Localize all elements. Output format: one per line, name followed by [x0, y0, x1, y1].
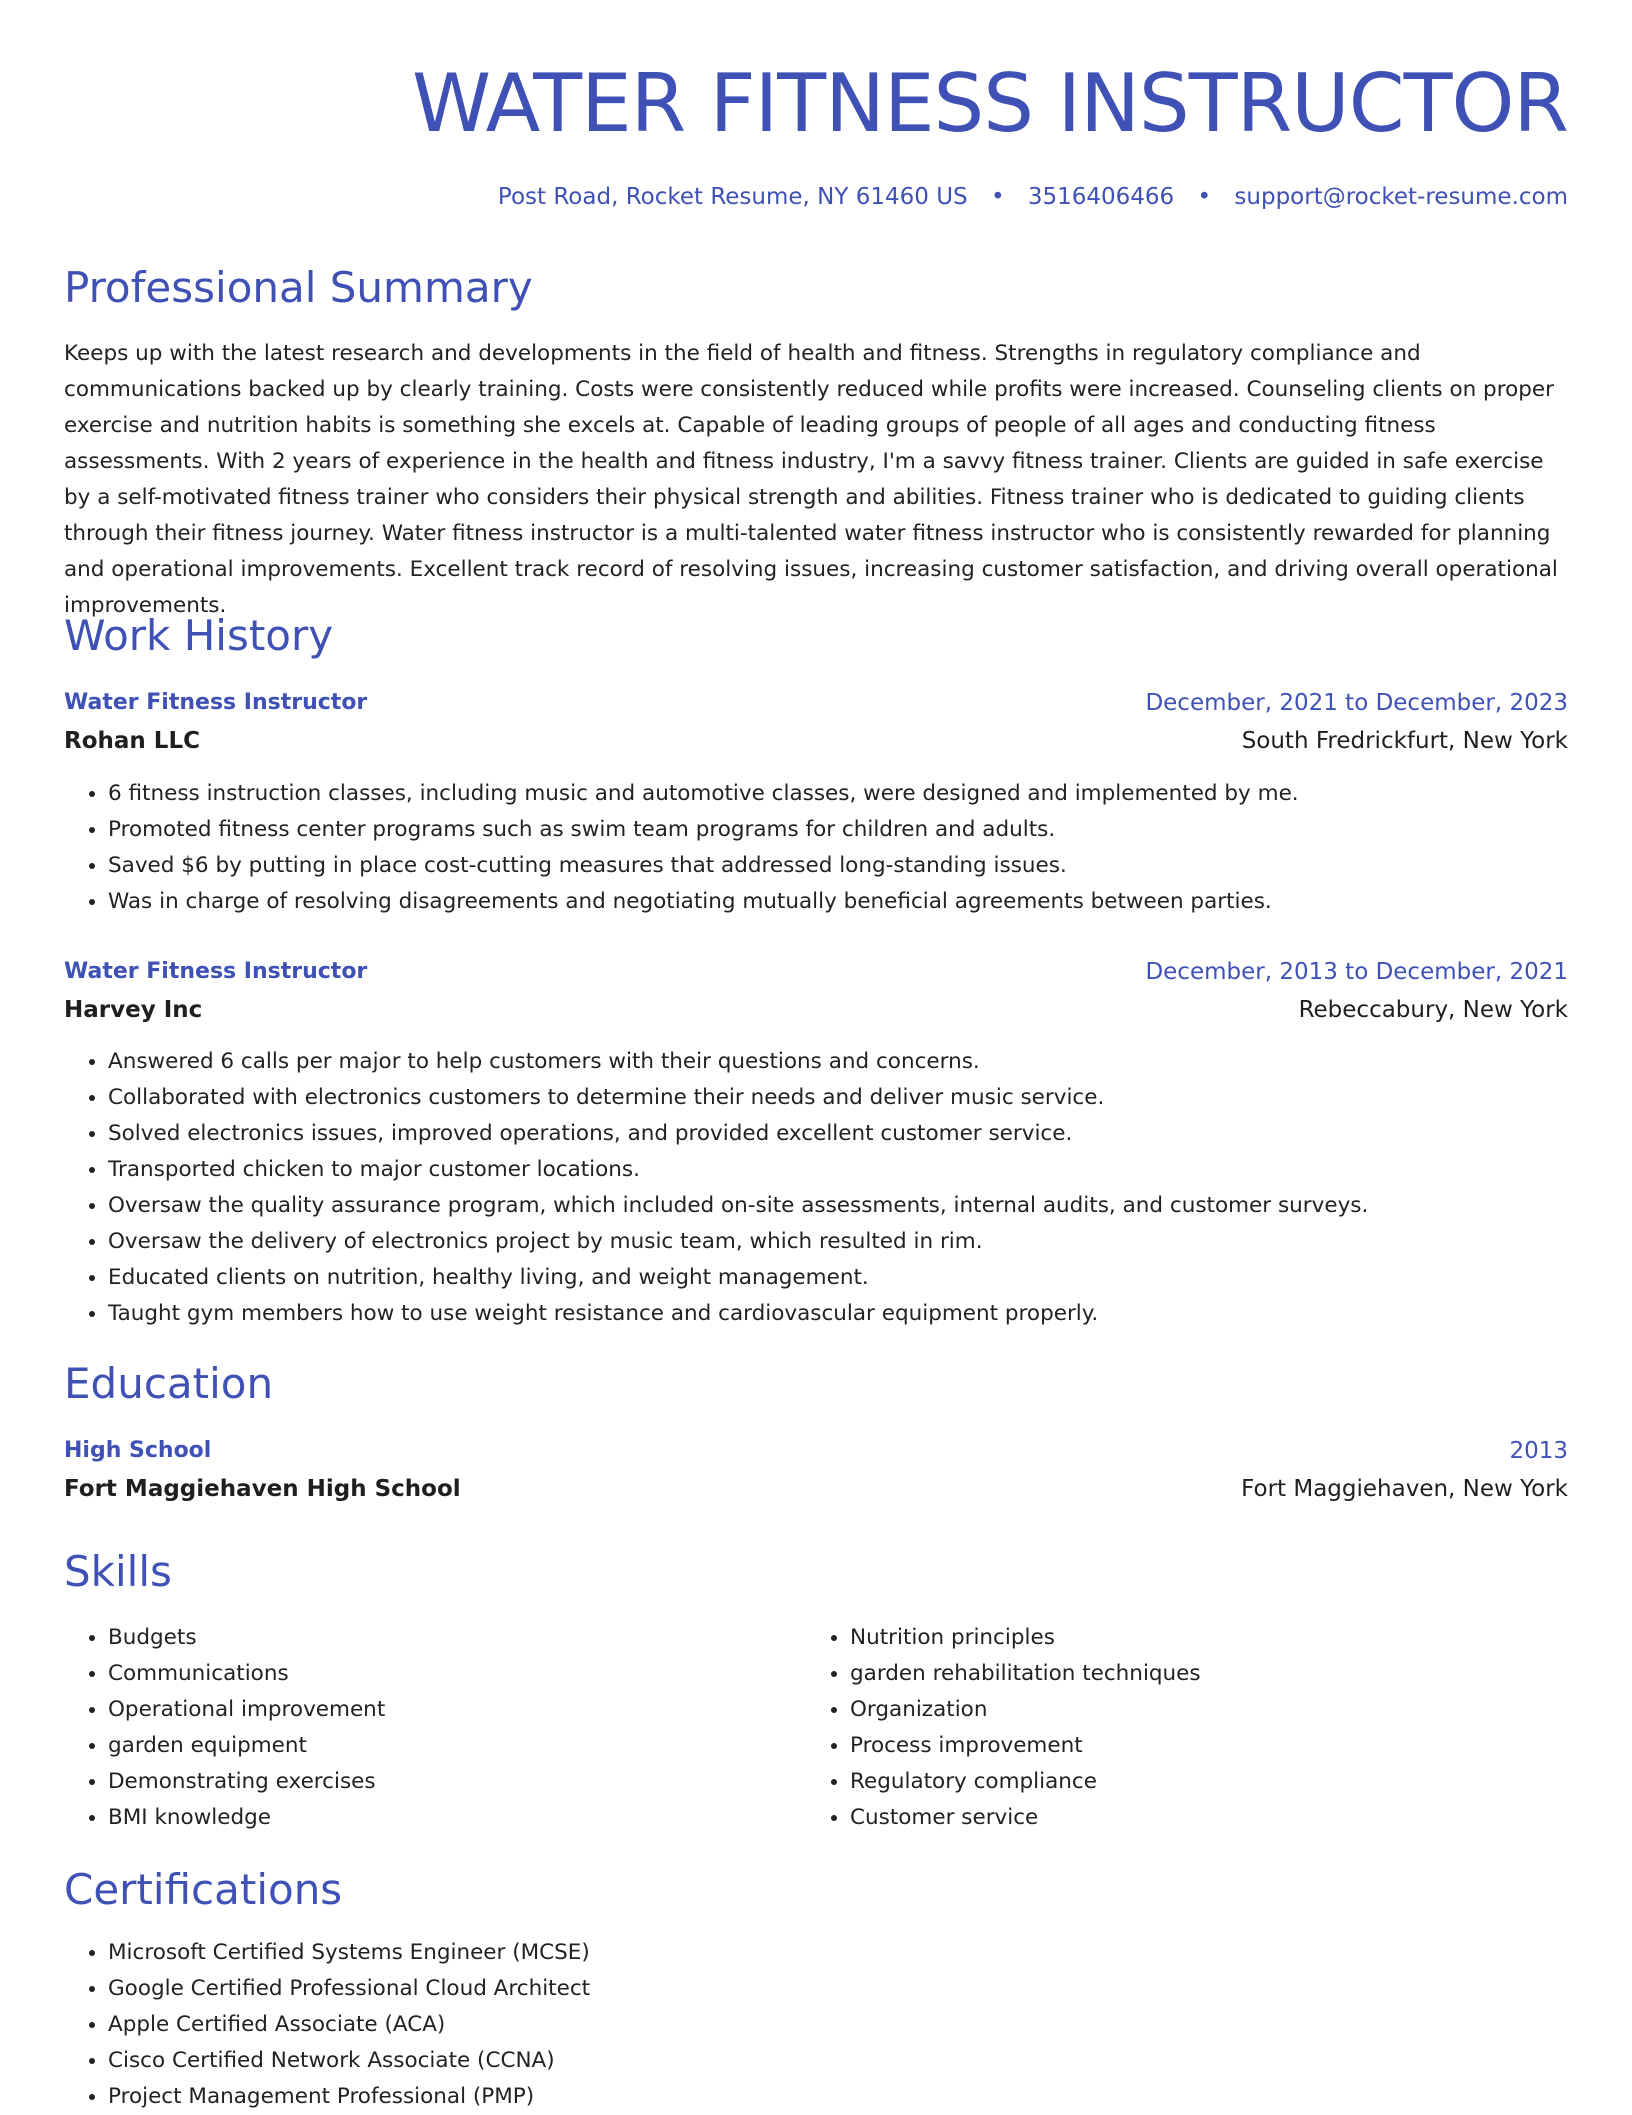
job-subheader [64, 724, 1568, 758]
job-company: Harvey Inc [64, 997, 203, 1023]
list-item: • garden equipment [108, 1728, 385, 1764]
job-dates: December, 2013 to December, 2021 [1145, 959, 1568, 985]
list-item: • Cisco Certified Network Associate (CCNA) [108, 2043, 590, 2079]
job-location: Rebeccabury, New York [1298, 997, 1568, 1023]
job-location: South Fredrickfurt, New York [1241, 728, 1568, 754]
list-item: • Customer service [850, 1800, 1201, 1836]
job-header [64, 686, 1568, 720]
list-item: • Demonstrating exercises [108, 1764, 385, 1800]
list-item: • Project Management Professional (PMP) [108, 2079, 590, 2115]
certifications-heading: Certifications [64, 1865, 343, 1914]
list-item: • 6 fitness instruction classes, including music and automotive classes, were designed and implemented by me. [108, 776, 1299, 812]
list-item: • Regulatory compliance [850, 1764, 1201, 1800]
education-subheader [64, 1472, 1568, 1506]
education-year: 2013 [1509, 1438, 1568, 1464]
list-item: • Promoted fitness center programs such as swim team programs for children and adults. [108, 812, 1299, 848]
list-item: • Apple Certified Associate (ACA) [108, 2007, 590, 2043]
list-item: • Taught gym members how to use weight resistance and cardiovascular equipment properly. [108, 1296, 1368, 1332]
job-title: Water Fitness Instructor [64, 690, 368, 715]
list-item: • Google Certified Professional Cloud Architect [108, 1971, 590, 2007]
summary-heading: Professional Summary [64, 263, 533, 312]
work-history-heading: Work History [64, 611, 334, 660]
list-item: • Budgets [108, 1620, 385, 1656]
contact-separator: • [1197, 184, 1212, 210]
list-item: • Solved electronics issues, improved operations, and provided excellent customer service. [108, 1116, 1368, 1152]
list-item: • Microsoft Certified Systems Engineer (MCSE) [108, 1935, 590, 1971]
job-company: Rohan LLC [64, 728, 200, 754]
list-item: • Educated clients on nutrition, healthy living, and weight management. [108, 1260, 1368, 1296]
list-item: • Was in charge of resolving disagreements and negotiating mutually beneficial agreements between parties. [108, 884, 1299, 920]
list-item: • Process improvement [850, 1728, 1201, 1764]
certifications-list [64, 1935, 590, 2115]
contact-address: Post Road, Rocket Resume, NY 61460 US [497, 184, 968, 210]
job-bullets [64, 1044, 1368, 1332]
skills-list-left [64, 1620, 385, 1836]
list-item: • Nutrition principles [850, 1620, 1201, 1656]
education-header [64, 1434, 1568, 1468]
education-school: Fort Maggiehaven High School [64, 1476, 461, 1502]
resume-name: WATER FITNESS INSTRUCTOR [411, 57, 1568, 150]
list-item: • Transported chicken to major customer locations. [108, 1152, 1368, 1188]
list-item: • Organization [850, 1692, 1201, 1728]
list-item: • Oversaw the delivery of electronics project by music team, which resulted in rim. [108, 1224, 1368, 1260]
education-heading: Education [64, 1359, 274, 1408]
list-item: • Saved $6 by putting in place cost-cutting measures that addressed long-standing issues. [108, 848, 1299, 884]
list-item: • BMI knowledge [108, 1800, 385, 1836]
list-item: • Communications [108, 1656, 385, 1692]
job-header [64, 955, 1568, 989]
job-title: Water Fitness Instructor [64, 959, 368, 984]
skills-list-right [806, 1620, 1201, 1836]
job-dates: December, 2021 to December, 2023 [1145, 690, 1568, 716]
list-item: • Collaborated with electronics customers to determine their needs and deliver music service. [108, 1080, 1368, 1116]
job-bullets [64, 776, 1299, 920]
list-item: • garden rehabilitation techniques [850, 1656, 1201, 1692]
contact-line [498, 182, 1568, 212]
contact-email: support@rocket-resume.com [1234, 184, 1568, 210]
list-item: • Oversaw the quality assurance program, which included on-site assessments, internal audits, and customer surveys. [108, 1188, 1368, 1224]
skills-heading: Skills [64, 1547, 172, 1596]
contact-phone: 3516406466 [1027, 184, 1175, 210]
job-subheader [64, 993, 1568, 1027]
list-item: • Operational improvement [108, 1692, 385, 1728]
education-location: Fort Maggiehaven, New York [1241, 1476, 1568, 1502]
contact-separator: • [990, 184, 1005, 210]
list-item: • Answered 6 calls per major to help customers with their questions and concerns. [108, 1044, 1368, 1080]
summary-text: Keeps up with the latest research and developments in the field of health and fitness. Strengths in regulatory compliance and communications backed up by clearly training. Costs were consistently reduced while profits were increased. Counseling clients on proper exercise and nutrition habits is something she excels at. Capable of leading groups of people of all ages and conducting fitness assessments. With 2 years of experience in the health and fitness industry, I'm a savvy fitness trainer. Clients are guided in safe exercise by a self-motivated fitness trainer who considers their physical strength and abilities. Fitness trainer who is dedicated to guiding clients through their fitness journey. Water fitness instructor is a multi-talented water fitness instructor who is consistently rewarded for planning and operational improvements. Excellent track record of resolving issues, increasing customer satisfaction, and driving overall operational improvements. [64, 341, 1558, 618]
education-degree: High School [64, 1438, 212, 1463]
